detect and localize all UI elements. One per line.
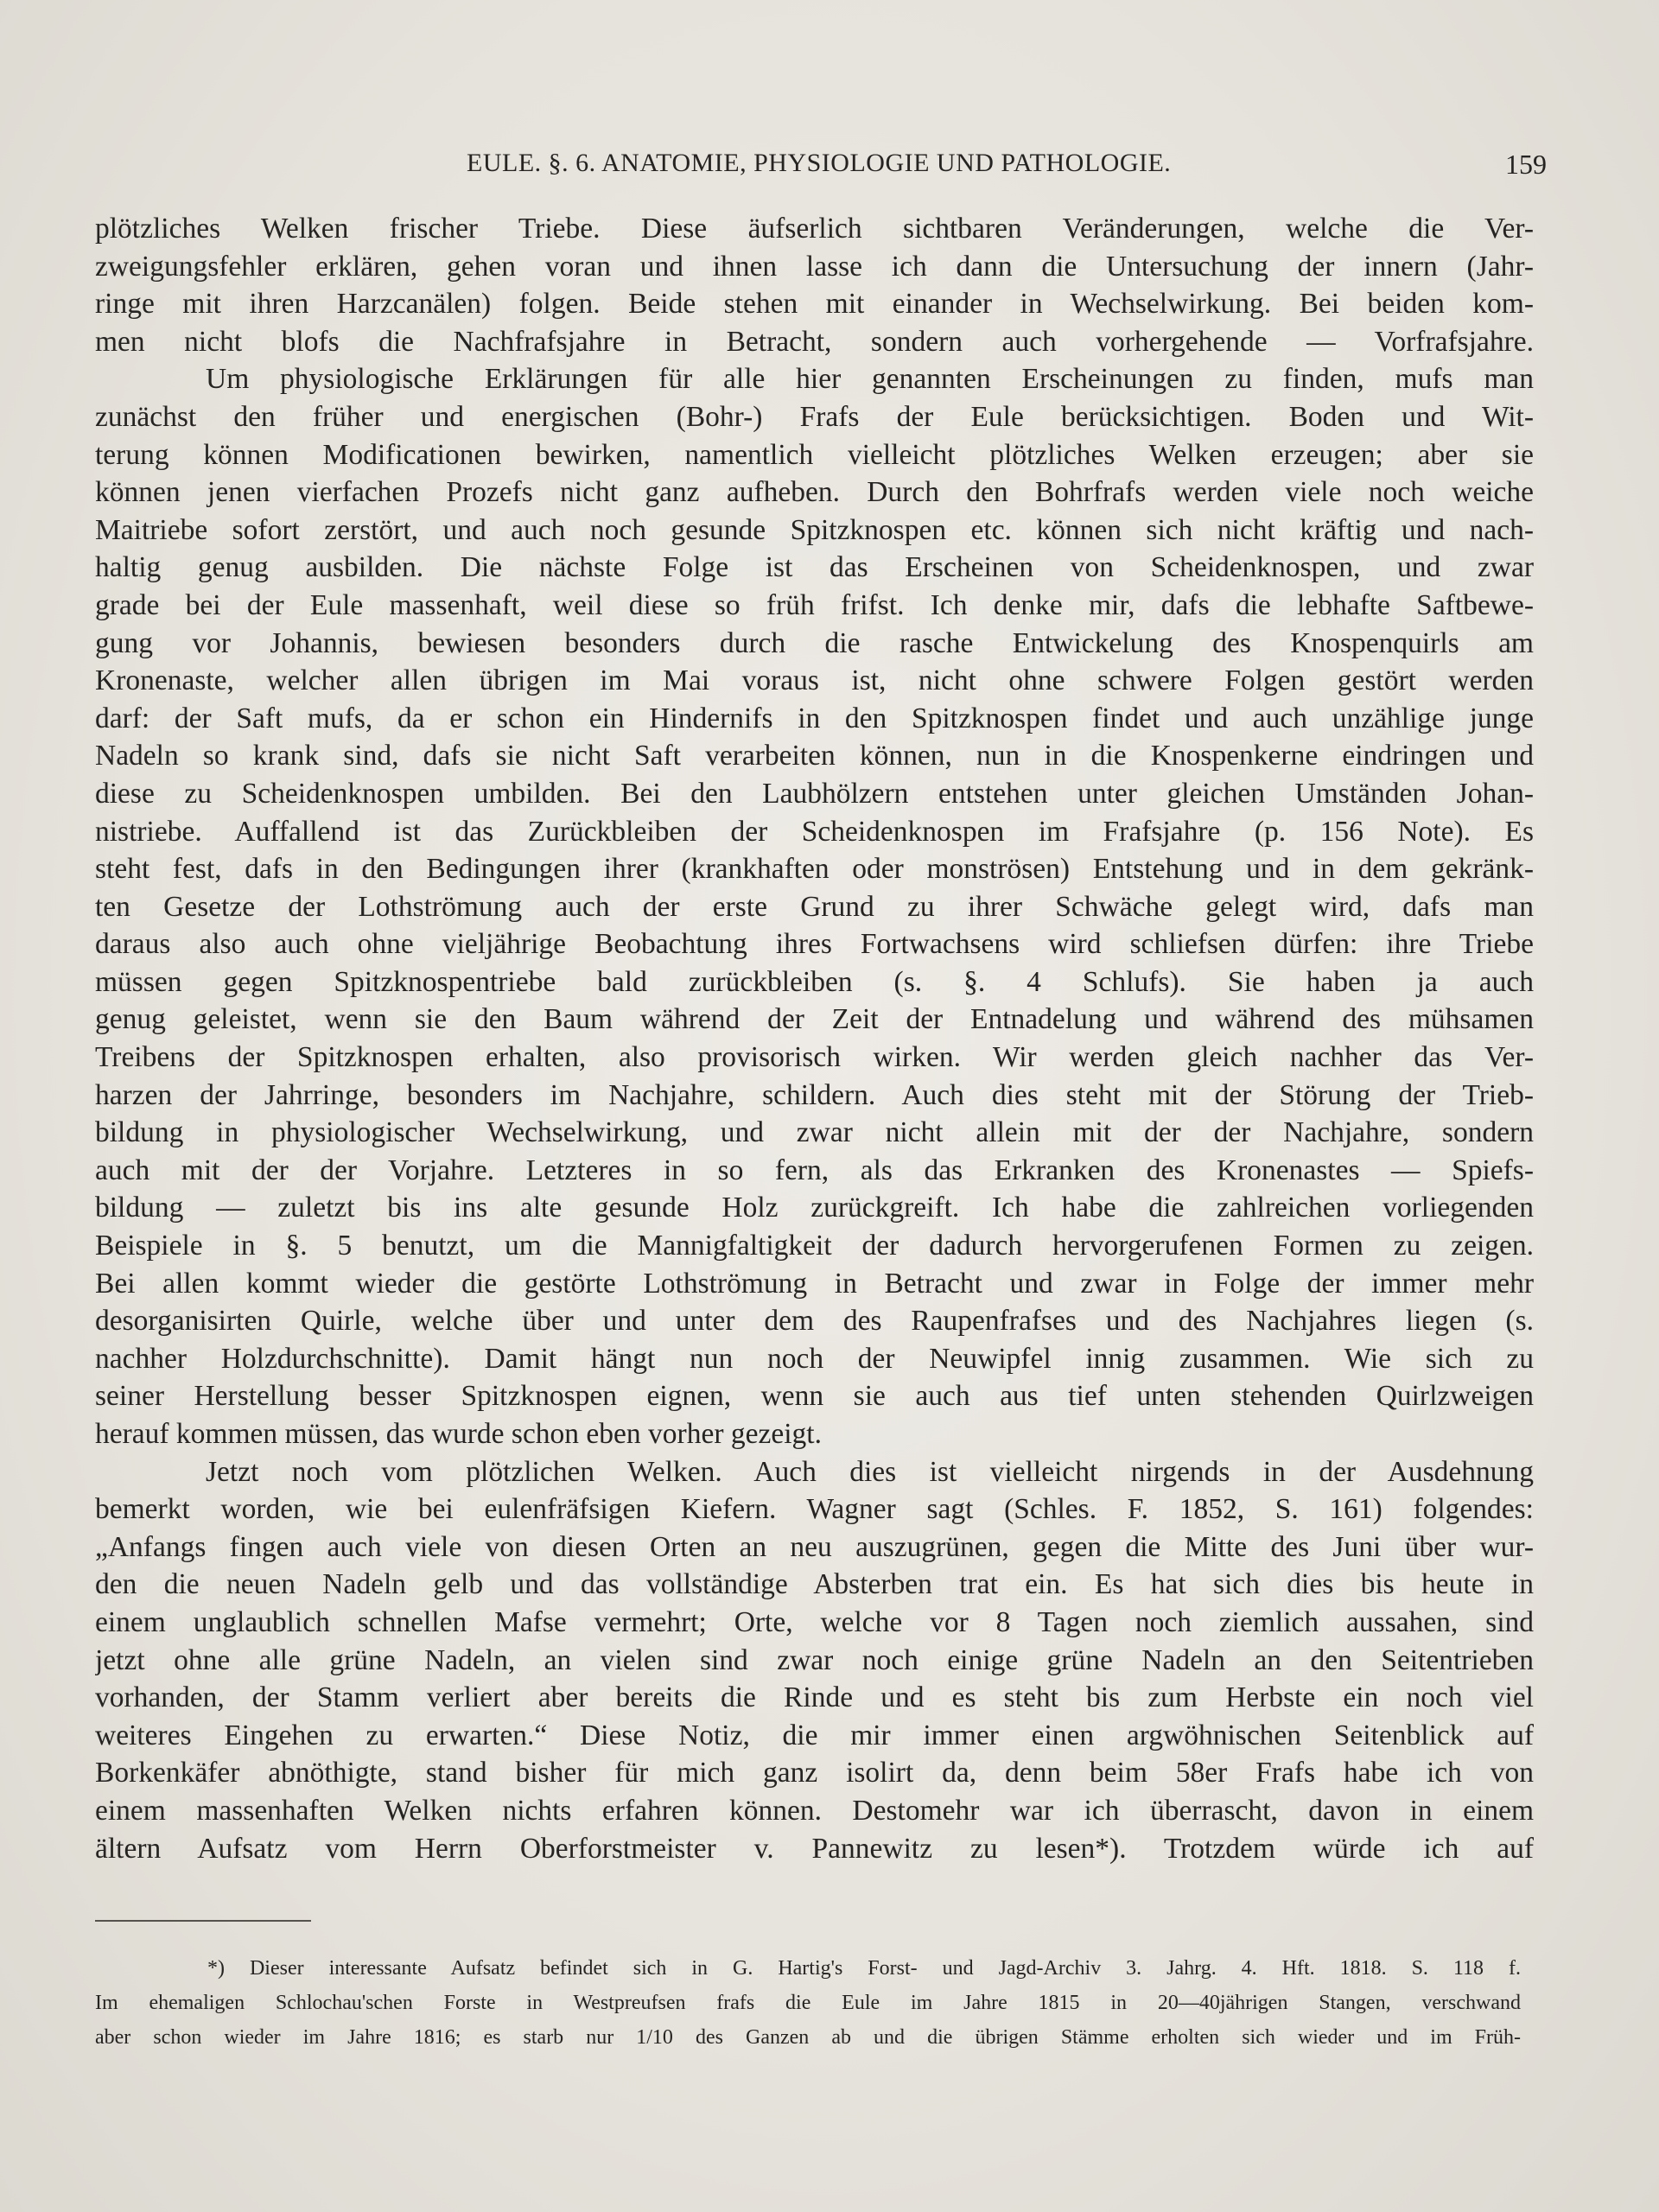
text-line: harzen der Jahrringe, besonders im Nachjahre, schildern. Auch dies steht mit der Störung der Trieb- — [95, 1078, 1534, 1111]
text-line: bildung — zuletzt bis ins alte gesunde Holz zurückgreift. Ich habe die zahlreichen vorliegenden — [95, 1192, 1534, 1224]
text-line: herauf kommen müssen, das wurde schon eben vorher gezeigt. — [95, 1418, 822, 1450]
text-line: Bei allen kommt wieder die gestörte Lothströmung in Betracht und zwar in Folge der immer mehr — [95, 1267, 1534, 1300]
text-line: jetzt ohne alle grüne Nadeln, an vielen sind zwar noch einige grüne Nadeln an den Seitentrieben — [95, 1643, 1534, 1676]
text-line: ältern Aufsatz vom Herrn Oberforstmeister v. Pannewitz zu lesen*). Trotzdem würde ich auf — [95, 1832, 1534, 1865]
text-line: desorganisirten Quirle, welche über und unter dem des Raupenfrafses und des Nachjahres liegen (s. — [95, 1305, 1534, 1338]
main-text — [95, 210, 1534, 1905]
text-line: den die neuen Nadeln gelb und das vollständige Absterben trat ein. Es hat sich dies bis heute in — [95, 1568, 1534, 1601]
text-line: Maitriebe sofort zerstört, und auch noch gesunde Spitzknospen etc. können sich nicht kräftig und nach- — [95, 513, 1534, 546]
footnote-line: Im ehemaligen Schlochau'schen Forste in Westpreufsen frafs die Eule im Jahre 1815 in 20—40jährigen Stangen, verschwand — [95, 1992, 1521, 2014]
text-line: Kronenaste, welcher allen übrigen im Mai voraus ist, nicht ohne schwere Folgen gestört werden — [95, 664, 1534, 697]
page-number: 159 — [1505, 149, 1547, 180]
text-line: bildung in physiologischer Wechselwirkung, und zwar nicht allein mit der der Nachjahre, sondern — [95, 1116, 1534, 1149]
text-line: „Anfangs fingen auch viele von diesen Orten an neu auszugrünen, gegen die Mitte des Juni über wur- — [95, 1530, 1534, 1563]
text-line: einem unglaublich schnellen Mafse vermehrt; Orte, welche vor 8 Tagen noch ziemlich aussahen, sind — [95, 1605, 1534, 1638]
text-line: grade bei der Eule massenhaft, weil diese so früh frifst. Ich denke mir, dafs die lebhafte Saftbewe- — [95, 588, 1534, 621]
text-line: terung können Modificationen bewirken, namentlich vielleicht plötzliches Welken erzeugen; aber sie — [95, 438, 1534, 471]
header-title: EULE. §. 6. ANATOMIE, PHYSIOLOGIE UND PATHOLOGIE. — [467, 149, 1172, 177]
footnote — [95, 1951, 1521, 2055]
text-line: steht fest, dafs in den Bedingungen ihrer (krankhaften oder monströsen) Entstehung und in dem gekränk- — [95, 853, 1534, 886]
text-line: darf: der Saft mufs, da er schon ein Hindernifs in den Spitzknospen findet und auch unzählige junge — [95, 702, 1534, 734]
text-line: men nicht blofs die Nachfrafsjahre in Betracht, sondern auch vorhergehende — Vorfrafsjahre. — [95, 325, 1534, 358]
text-line: genug geleistet, wenn sie den Baum während der Zeit der Entnadelung und während des mühsamen — [95, 1003, 1534, 1036]
text-line: zunächst den früher und energischen (Bohr-) Frafs der Eule berücksichtigen. Boden und Wit- — [95, 400, 1534, 433]
text-line: zweigungsfehler erklären, gehen voran und ihnen lasse ich dann die Untersuchung der innern (Jahr- — [95, 250, 1534, 283]
text-line: gung vor Johannis, bewiesen besonders durch die rasche Entwickelung des Knospenquirls am — [95, 626, 1534, 659]
footnote-divider — [95, 1920, 311, 1922]
text-line — [95, 1867, 1534, 1905]
text-line: vorhanden, der Stamm verliert aber bereits die Rinde und es steht bis zum Herbste ein noch viel — [95, 1681, 1534, 1714]
text-line: Um physiologische Erklärungen für alle hier genannten Erscheinungen zu finden, mufs man — [206, 363, 1534, 396]
text-line: auch mit der der Vorjahre. Letzteres in so fern, als das Erkranken des Kronenastes — Spiefs- — [95, 1154, 1534, 1186]
text-line: Beispiele in §. 5 benutzt, um die Mannigfaltigkeit der dadurch hervorgerufenen Formen zu zeigen. — [95, 1230, 1534, 1262]
text-line: haltig genug ausbilden. Die nächste Folge ist das Erscheinen von Scheidenknospen, und zwar — [95, 551, 1534, 584]
footnote-line: *) Dieser interessante Aufsatz befindet sich in G. Hartig's Forst- und Jagd-Archiv 3. Jahrg. 4. Hft. 1818. S. 118 f. — [207, 1957, 1521, 1980]
text-line: Borkenkäfer abnöthigte, stand bisher für mich ganz isolirt da, denn beim 58er Frafs habe ich von — [95, 1757, 1534, 1789]
text-line: Nadeln so krank sind, dafs sie nicht Saft verarbeiten können, nun in die Knospenkerne eindringen und — [95, 740, 1534, 772]
text-line: ten Gesetze der Lothströmung auch der erste Grund zu ihrer Schwäche gelegt wird, dafs man — [95, 890, 1534, 923]
running-header — [467, 149, 1547, 192]
footnote-line: aber schon wieder im Jahre 1816; es starb nur 1/10 des Ganzen ab und die übrigen Stämme erholten sich wieder und im Früh- — [95, 2026, 1521, 2049]
text-line: müssen gegen Spitzknospentriebe bald zurückbleiben (s. §. 4 Schlufs). Sie haben ja auch — [95, 965, 1534, 998]
text-line: daraus also auch ohne vieljährige Beobachtung ihres Fortwachsens wird schliefsen dürfen: ihre Triebe — [95, 928, 1534, 961]
text-line: plötzliches Welken frischer Triebe. Diese äufserlich sichtbaren Veränderungen, welche die Ver- — [95, 213, 1534, 245]
text-line: seiner Herstellung besser Spitzknospen eignen, wenn sie auch aus tief unten stehenden Quirlzweigen — [95, 1380, 1534, 1413]
text-line: ringe mit ihren Harzcanälen) folgen. Beide stehen mit einander in Wechselwirkung. Bei beiden kom- — [95, 288, 1534, 321]
text-line: können jenen vierfachen Prozefs nicht ganz aufheben. Durch den Bohrfrafs werden viele noch weiche — [95, 476, 1534, 509]
text-line: nistriebe. Auffallend ist das Zurückbleiben der Scheidenknospen im Frafsjahre (p. 156 Note). Es — [95, 815, 1534, 848]
text-line: Treibens der Spitzknospen erhalten, also provisorisch wirken. Wir werden gleich nachher das Ver- — [95, 1041, 1534, 1074]
text-line: diese zu Scheidenknospen umbilden. Bei den Laubhölzern entstehen unter gleichen Umständen Johan- — [95, 777, 1534, 810]
text-line: weiteres Eingehen zu erwarten.“ Diese Notiz, die mir immer einen argwöhnischen Seitenblick auf — [95, 1719, 1534, 1751]
text-line: einem massenhaften Welken nichts erfahren können. Destomehr war ich überrascht, davon in einem — [95, 1794, 1534, 1827]
text-line: bemerkt worden, wie bei eulenfräfsigen Kiefern. Wagner sagt (Schles. F. 1852, S. 161) folgendes: — [95, 1493, 1534, 1526]
text-line: Jetzt noch vom plötzlichen Welken. Auch dies ist vielleicht nirgends in der Ausdehnung — [206, 1455, 1534, 1488]
text-line: nachher Holzdurchschnitte). Damit hängt nun noch der Neuwipfel innig zusammen. Wie sich zu — [95, 1342, 1534, 1375]
